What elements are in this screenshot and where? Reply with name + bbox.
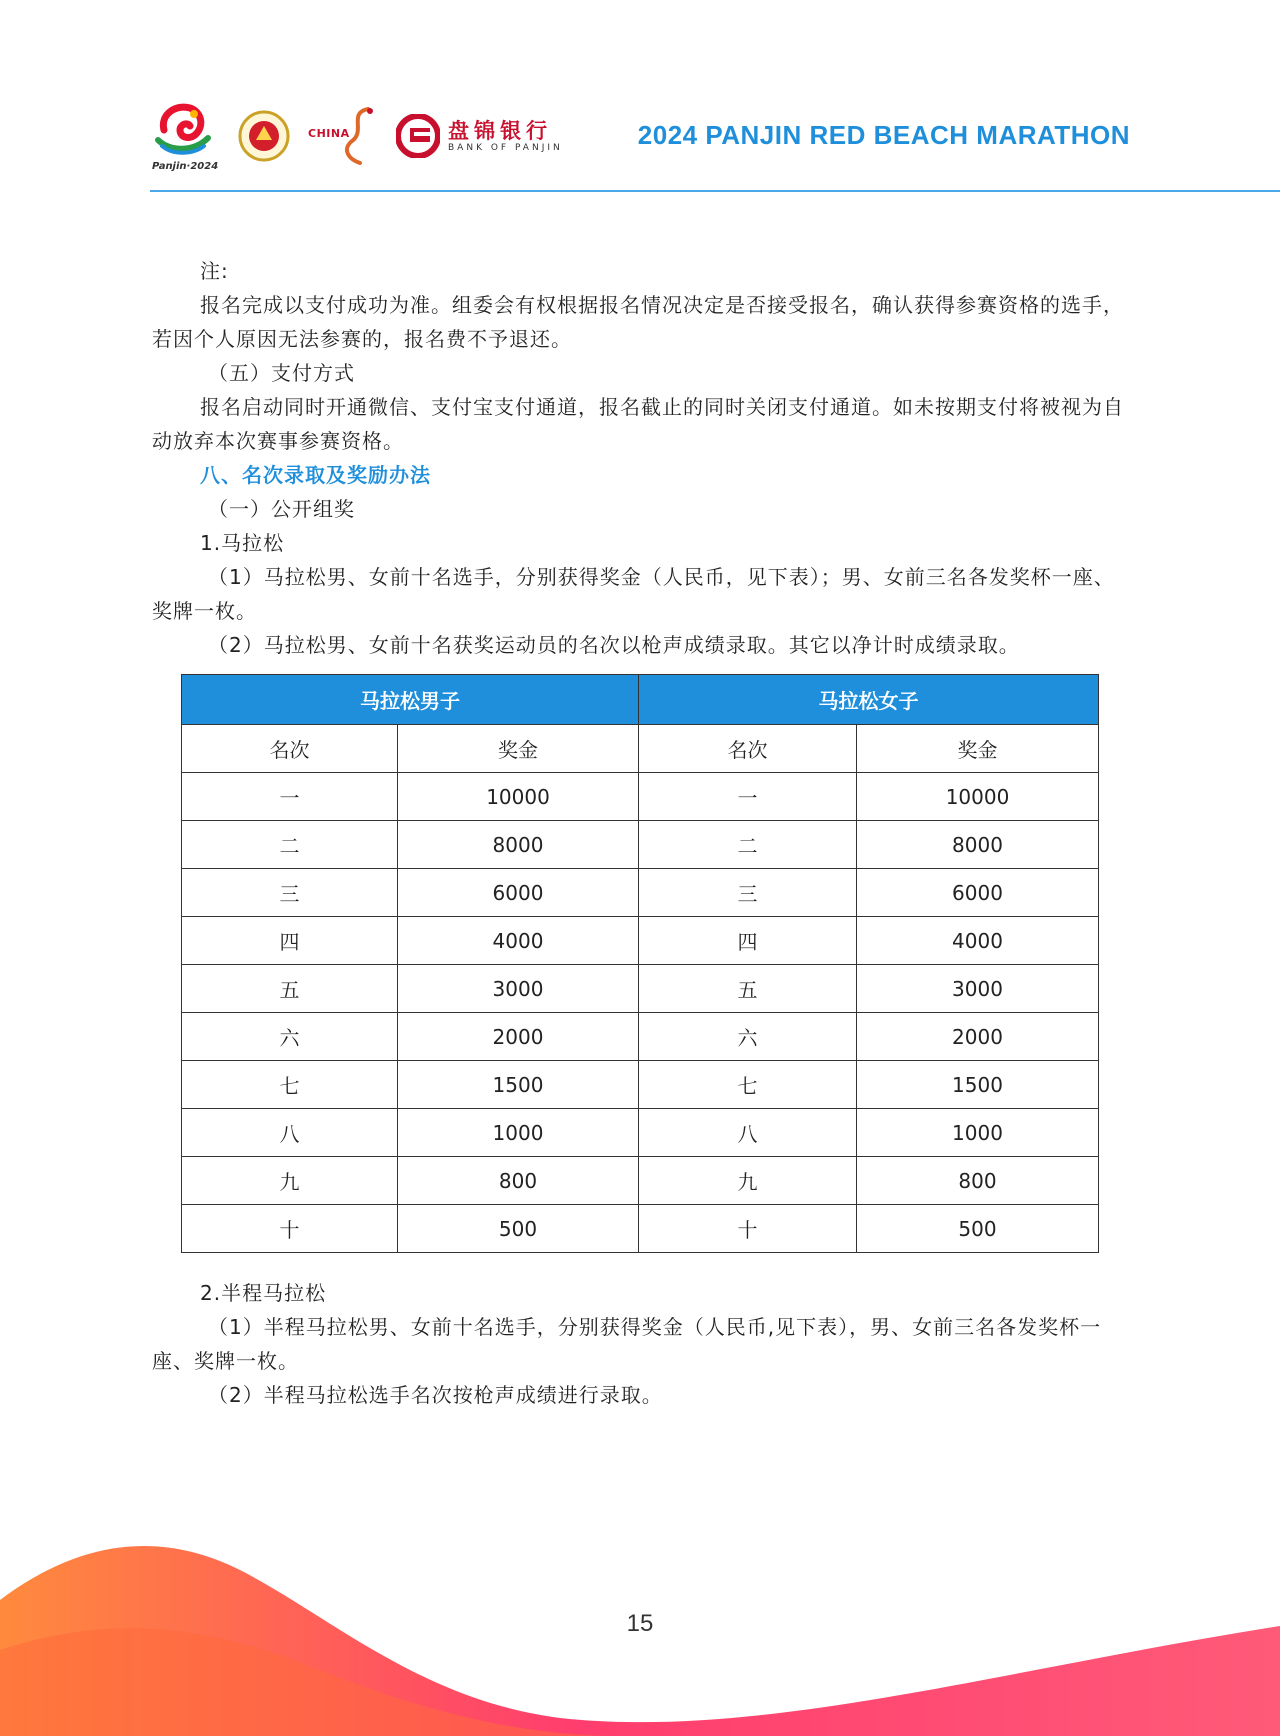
marathon-rule-1: （1）马拉松男、女前十名选手，分别获得奖金（人民币，见下表）；男、女前三名各发奖杯一座、奖牌一枚。 bbox=[152, 565, 1115, 623]
women-prize-cell: 1500 bbox=[857, 1061, 1099, 1109]
marathon-prize-table bbox=[181, 674, 1099, 1253]
marathon-subheading: 1.马拉松 bbox=[200, 531, 285, 555]
women-prize-cell: 10000 bbox=[857, 773, 1099, 821]
table-row bbox=[182, 821, 1099, 869]
men-rank-cell: 二 bbox=[182, 821, 398, 869]
bank-name-cn: 盘锦银行 bbox=[448, 119, 552, 143]
women-prize-cell: 800 bbox=[857, 1157, 1099, 1205]
women-prize-cell: 2000 bbox=[857, 1013, 1099, 1061]
bank-emblem-icon bbox=[396, 114, 440, 158]
table-row bbox=[182, 1061, 1099, 1109]
payment-heading: （五）支付方式 bbox=[208, 361, 355, 385]
half-marathon-subheading: 2.半程马拉松 bbox=[200, 1281, 327, 1305]
table-row bbox=[182, 773, 1099, 821]
women-prize-cell: 6000 bbox=[857, 869, 1099, 917]
men-prize-cell: 1000 bbox=[398, 1109, 639, 1157]
note-label: 注: bbox=[200, 259, 229, 283]
women-prize-cell: 4000 bbox=[857, 917, 1099, 965]
prize-table-body bbox=[182, 773, 1099, 1253]
women-rank-cell: 二 bbox=[639, 821, 857, 869]
main-text-lower bbox=[152, 1276, 1128, 1412]
panjin-logo-caption: Panjin·2024 bbox=[152, 161, 219, 172]
women-rank-cell: 一 bbox=[639, 773, 857, 821]
men-rank-cell: 七 bbox=[182, 1061, 398, 1109]
table-row bbox=[182, 965, 1099, 1013]
open-group-heading: （一）公开组奖 bbox=[208, 497, 355, 521]
header-divider bbox=[150, 190, 1280, 192]
bank-of-panjin-logo bbox=[396, 110, 563, 162]
men-rank-cell: 四 bbox=[182, 917, 398, 965]
men-rank-cell: 一 bbox=[182, 773, 398, 821]
logo-strip bbox=[150, 100, 563, 172]
women-rank-cell: 四 bbox=[639, 917, 857, 965]
men-prize-cell: 500 bbox=[398, 1205, 639, 1253]
women-rank-cell: 三 bbox=[639, 869, 857, 917]
table-row bbox=[182, 1205, 1099, 1253]
men-rank-header: 名次 bbox=[182, 725, 398, 773]
men-prize-cell: 800 bbox=[398, 1157, 639, 1205]
women-prize-cell: 1000 bbox=[857, 1109, 1099, 1157]
men-rank-cell: 八 bbox=[182, 1109, 398, 1157]
men-prize-cell: 8000 bbox=[398, 821, 639, 869]
women-rank-cell: 五 bbox=[639, 965, 857, 1013]
panjin-2024-logo bbox=[150, 100, 220, 172]
marathon-rule-2: （2）马拉松男、女前十名获奖运动员的名次以枪声成绩录取。其它以净计时成绩录取。 bbox=[208, 633, 1020, 657]
table-row bbox=[182, 1109, 1099, 1157]
half-marathon-rule-1: （1）半程马拉松男、女前十名选手，分别获得奖金（人民币,见下表），男、女前三名各发奖杯一座、奖牌一枚。 bbox=[152, 1315, 1102, 1373]
men-prize-cell: 4000 bbox=[398, 917, 639, 965]
women-rank-cell: 六 bbox=[639, 1013, 857, 1061]
event-title: 2024 PANJIN RED BEACH MARATHON bbox=[637, 120, 1130, 150]
bank-name-en: BANK OF PANJIN bbox=[448, 143, 563, 153]
payment-paragraph: 报名启动同时开通微信、支付宝支付通道，报名截止的同时关闭支付通道。如未按期支付将被视为自动放弃本次赛事参赛资格。 bbox=[152, 395, 1124, 453]
table-row bbox=[182, 869, 1099, 917]
note-paragraph: 报名完成以支付成功为准。组委会有权根据报名情况决定是否接受报名，确认获得参赛资格的选手，若因个人原因无法参赛的，报名费不予退还。 bbox=[152, 293, 1124, 351]
men-prize-cell: 1500 bbox=[398, 1061, 639, 1109]
table-row bbox=[182, 1157, 1099, 1205]
women-rank-cell: 九 bbox=[639, 1157, 857, 1205]
half-marathon-rule-2: （2）半程马拉松选手名次按枪声成绩进行录取。 bbox=[208, 1383, 663, 1407]
men-prize-cell: 10000 bbox=[398, 773, 639, 821]
china-marathon-text: CHINA bbox=[308, 127, 350, 140]
men-prize-header: 奖金 bbox=[398, 725, 639, 773]
women-rank-cell: 十 bbox=[639, 1205, 857, 1253]
women-rank-cell: 八 bbox=[639, 1109, 857, 1157]
athletics-association-emblem bbox=[238, 110, 290, 162]
women-rank-header: 名次 bbox=[639, 725, 857, 773]
main-text-upper bbox=[152, 254, 1128, 662]
page-number: 15 bbox=[626, 1610, 654, 1637]
men-prize-cell: 2000 bbox=[398, 1013, 639, 1061]
women-prize-header: 奖金 bbox=[857, 725, 1099, 773]
women-prize-cell: 8000 bbox=[857, 821, 1099, 869]
men-rank-cell: 九 bbox=[182, 1157, 398, 1205]
table-row bbox=[182, 917, 1099, 965]
table-column-header-row bbox=[182, 725, 1099, 773]
women-rank-cell: 七 bbox=[639, 1061, 857, 1109]
table-row bbox=[182, 1013, 1099, 1061]
table-group-header-row bbox=[182, 675, 1099, 725]
men-group-header: 马拉松男子 bbox=[182, 675, 639, 725]
women-prize-cell: 500 bbox=[857, 1205, 1099, 1253]
men-prize-cell: 3000 bbox=[398, 965, 639, 1013]
men-rank-cell: 十 bbox=[182, 1205, 398, 1253]
china-marathon-logo bbox=[308, 105, 378, 167]
men-rank-cell: 六 bbox=[182, 1013, 398, 1061]
men-prize-cell: 6000 bbox=[398, 869, 639, 917]
section-8-heading: 八、名次录取及奖励办法 bbox=[200, 463, 431, 487]
women-prize-cell: 3000 bbox=[857, 965, 1099, 1013]
page-header bbox=[150, 100, 1280, 192]
men-rank-cell: 五 bbox=[182, 965, 398, 1013]
men-rank-cell: 三 bbox=[182, 869, 398, 917]
women-group-header: 马拉松女子 bbox=[639, 675, 1099, 725]
